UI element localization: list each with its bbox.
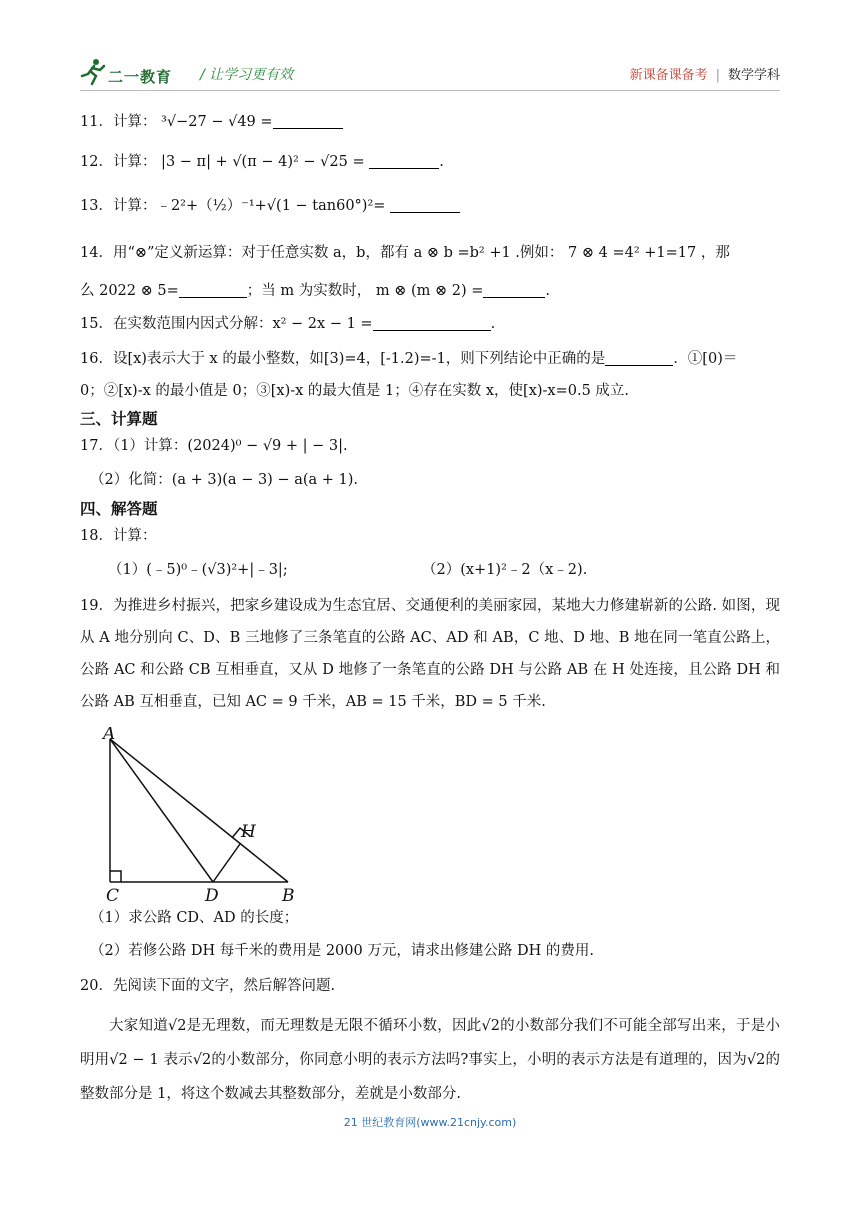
question-16-line2: 0；②[x)-x 的最小值是 0；③[x)-x 的最大值是 1；④存在实数 x，使[x)-x=0.5 成立. bbox=[80, 383, 630, 399]
footer-link[interactable]: 21 世纪教育网(www.21cnjy.com) bbox=[343, 1116, 517, 1129]
question-12: 12．计算： |3 − π| + √(π − 4)² − √25 = . bbox=[80, 154, 444, 170]
answer-blank[interactable] bbox=[179, 283, 247, 298]
label-b: B bbox=[282, 886, 295, 906]
question-16-line1: 16．设[x)表示大于 x 的最小整数，如[3)=4，[-1.2)=-1，则下列结论中正确的是 ．①[0)＝ bbox=[80, 351, 738, 367]
header-divider bbox=[80, 90, 780, 91]
segment-dh bbox=[213, 844, 240, 882]
answer-blank[interactable] bbox=[483, 283, 545, 298]
question-13: 13．计算：﹣2²+（½）⁻¹+√(1 − tan60°)²= bbox=[80, 195, 460, 217]
question-19-part1: （1）求公路 CD、AD 的长度； bbox=[90, 910, 299, 926]
answer-blank[interactable] bbox=[605, 351, 673, 366]
slogan: / 让学习更有效 bbox=[200, 67, 294, 83]
logo-text: 二一教育 bbox=[108, 68, 173, 86]
question-17-part1: 17．（1）计算：(2024)⁰ − √9 + | − 3|. bbox=[80, 438, 348, 454]
question-18-title: 18．计算： bbox=[80, 528, 157, 544]
label-a: A bbox=[103, 727, 116, 744]
answer-blank[interactable] bbox=[273, 114, 343, 129]
right-angle-c bbox=[110, 871, 121, 882]
label-d: D bbox=[205, 886, 219, 906]
question-14-line1: 14．用“⊗”定义新运算：对于任意实数 a，b，都有 a ⊗ b =b² +1 .例如： 7 ⊗ 4 =4² +1=17 ，那 bbox=[80, 245, 730, 261]
answer-blank[interactable] bbox=[369, 154, 439, 169]
question-20-text: 大家知道√2是无理数，而无理数是无限不循环小数，因此√2的小数部分我们不可能全部写出来，于是小明用√2 − 1 表示√2的小数部分，你同意小明的表示方法吗?事实上，小明的表示方法是有道理的，因为√2的整数部分是 1，将这个数减去其整数部分，差就是小数部分. bbox=[80, 1018, 780, 1102]
tag-subject: 数学学科 bbox=[727, 68, 780, 83]
tag-separator: | bbox=[715, 68, 720, 83]
section-heading-4: 四、解答题 bbox=[80, 500, 158, 518]
tag-course: 新课备课备考 bbox=[629, 68, 708, 83]
segment-ab bbox=[110, 739, 288, 882]
question-19-text: 19．为推进乡村振兴，把家乡建设成为生态宜居、交通便利的美丽家园，某地大力修建崭新的公路. 如图，现从 A 地分别向 C、D、B 三地修了三条笔直的公路 AC、AD 和 AB，C 地、D 地、B 地在同一笔直公路上，公路 AC 和公路 CB 互相垂直，又从 D 地修了一条笔直的公路 DH 与公路 AB 在 H 处连接，且公路 DH 和公路 AB 互相垂直，已知 AC = 9 千米，AB = 15 千米，BD = 5 千米. bbox=[80, 598, 780, 710]
question-18-part1: （1）(﹣5)⁰﹣(√3)²+|﹣3|; bbox=[108, 562, 288, 578]
question-19-part2: （2）若修公路 DH 每千米的费用是 2000 万元，请求出修建公路 DH 的费用. bbox=[90, 943, 594, 959]
page-header bbox=[80, 52, 780, 92]
triangle-figure bbox=[95, 727, 325, 907]
question-14-line2: 么 2022 ⊗ 5= ；当 m 为实数时， m ⊗ (m ⊗ 2) = . bbox=[80, 283, 550, 299]
question-17-part2: （2）化简：(a + 3)(a − 3) − a(a + 1). bbox=[90, 472, 359, 488]
segment-ad bbox=[110, 739, 213, 882]
label-h: H bbox=[241, 822, 256, 842]
runner-logo-icon bbox=[80, 58, 106, 86]
answer-blank[interactable] bbox=[390, 198, 460, 213]
header-tags bbox=[630, 64, 780, 83]
answer-blank[interactable] bbox=[373, 316, 491, 331]
question-18-part2: （2）(x+1)²﹣2（x﹣2). bbox=[422, 562, 588, 578]
question-11: 11．计算： ³√−27 − √49 = bbox=[80, 111, 343, 133]
label-c: C bbox=[106, 886, 120, 906]
question-20-title: 20．先阅读下面的文字，然后解答问题. bbox=[80, 978, 336, 994]
section-heading-3: 三、计算题 bbox=[80, 410, 158, 428]
question-15: 15．在实数范围内因式分解：x² − 2x − 1 = . bbox=[80, 316, 496, 332]
